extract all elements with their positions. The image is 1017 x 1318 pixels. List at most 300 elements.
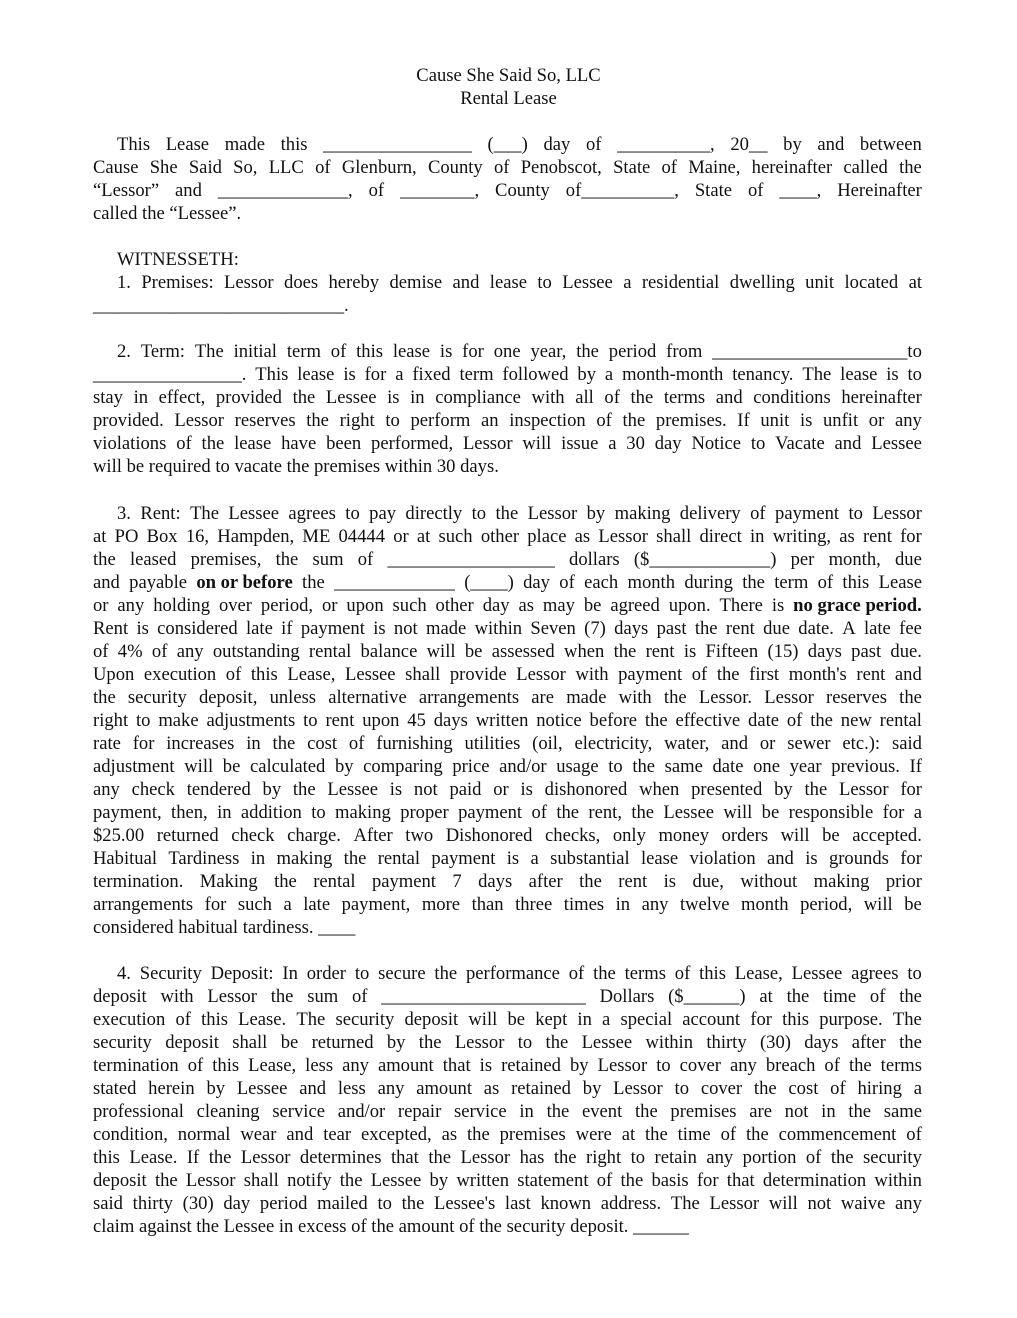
word: to [656, 1055, 671, 1076]
word: in [250, 848, 266, 869]
word: Lessee [871, 433, 922, 454]
word: such [438, 526, 473, 547]
word: are [749, 1101, 772, 1122]
word: said [891, 733, 922, 754]
rent-line [93, 686, 922, 709]
rent-line [93, 594, 922, 617]
word: arrangements [418, 687, 520, 708]
word: service [454, 1101, 507, 1122]
word: term [774, 572, 809, 593]
word: The [296, 1009, 326, 1030]
word: grounds [828, 848, 889, 869]
word: Lessor [185, 1170, 236, 1191]
word: year [789, 756, 822, 777]
word: of [357, 549, 374, 570]
word: is [373, 618, 386, 639]
deposit-line [93, 1123, 922, 1146]
word: After [353, 825, 393, 846]
word: 45 [407, 710, 426, 731]
word: the [576, 341, 599, 362]
word: of__________, [565, 180, 679, 201]
word: more [421, 894, 461, 915]
word: this [250, 664, 278, 685]
word: of [661, 157, 677, 178]
term-line [93, 386, 922, 409]
word: or [493, 779, 509, 800]
word: not [784, 1101, 809, 1122]
word: the [274, 871, 297, 892]
word: violations [93, 433, 167, 454]
word: (30) [182, 1193, 214, 1214]
term-line [93, 363, 922, 386]
word: Lessee [228, 503, 279, 524]
word: at [93, 526, 107, 547]
word: time [823, 986, 857, 1007]
word: returned [311, 1032, 374, 1053]
word: rental [377, 848, 421, 869]
word: proper [400, 802, 449, 823]
word: day [482, 595, 510, 616]
word: by [206, 1078, 226, 1099]
word: within [645, 1032, 694, 1053]
word: of [596, 410, 612, 431]
word: security [127, 687, 187, 708]
word: is [479, 1055, 493, 1076]
word: writing, [772, 526, 832, 547]
word: Lessee [562, 272, 613, 293]
word: or [759, 733, 776, 754]
word: a [623, 272, 632, 293]
word: order [306, 963, 346, 984]
word: excepted, [360, 1124, 432, 1145]
word: Lessor [462, 433, 513, 454]
word: before [589, 710, 638, 731]
word: rate [93, 733, 121, 754]
word: 3. [117, 503, 131, 524]
company-name: Cause She Said So, LLC [416, 65, 601, 86]
word: for [900, 526, 922, 547]
word: premises [499, 1124, 566, 1145]
word: paid [449, 779, 482, 800]
word: to [385, 410, 400, 431]
word: to [848, 503, 863, 524]
word: _____________________to [712, 341, 922, 362]
word: Lessee [663, 802, 714, 823]
word: the [804, 779, 828, 800]
word: security [863, 1147, 922, 1168]
word: breach [765, 1055, 816, 1076]
word: and [721, 733, 749, 754]
word: 20__ [730, 134, 768, 155]
word: increases [166, 733, 235, 754]
word: of [330, 341, 347, 362]
word: for [132, 733, 155, 754]
word: address. [600, 1193, 662, 1214]
word: this [699, 963, 726, 984]
word: A [842, 618, 856, 639]
word: month-month [622, 364, 724, 385]
rent-line [93, 732, 922, 755]
word: reserves [234, 410, 296, 431]
word: of [906, 1124, 922, 1145]
word: sum [312, 549, 344, 570]
word: special [620, 1009, 673, 1030]
word: (15) [767, 641, 799, 662]
word: The [670, 1193, 700, 1214]
word: new [840, 710, 872, 731]
word: ($______) [668, 986, 746, 1007]
word: of [493, 157, 510, 178]
word: a [608, 433, 617, 454]
word: payment [371, 871, 436, 892]
word: rent [618, 871, 648, 892]
term-line [93, 432, 922, 455]
word: ME [302, 526, 331, 547]
word: lease [234, 433, 272, 454]
word: check [231, 825, 275, 846]
word: prior [885, 871, 922, 892]
word: to [907, 364, 922, 385]
rent-line [93, 824, 922, 847]
word: County [495, 180, 550, 201]
word: period, [260, 595, 314, 616]
word: within [874, 1170, 922, 1191]
word: this [782, 1009, 810, 1030]
word: a [604, 364, 614, 385]
word: Lessor [872, 503, 922, 524]
word: the [302, 572, 325, 593]
word: hereby [328, 272, 380, 293]
word: with [531, 387, 565, 408]
word: does [284, 272, 319, 293]
word: security [335, 1009, 395, 1030]
word: shall [405, 664, 441, 685]
word: agrees [851, 963, 899, 984]
word: is [805, 848, 818, 869]
word: Lessor [838, 779, 889, 800]
word: retain [654, 1147, 697, 1168]
word: dollars [569, 549, 620, 570]
deposit-line [93, 1008, 922, 1031]
word: by [577, 364, 597, 385]
intro-line [93, 179, 922, 202]
word: is [389, 779, 403, 800]
word: written [475, 710, 529, 731]
word: the [810, 710, 833, 731]
word: that [726, 1170, 755, 1191]
word: first [749, 664, 780, 685]
word: service [272, 1101, 325, 1122]
word: initial [233, 341, 277, 362]
word: furnishing [376, 733, 453, 754]
word: the [553, 1147, 577, 1168]
word: a [283, 894, 292, 915]
word: upon. [668, 595, 711, 616]
word: Vacate [775, 433, 825, 454]
word: date. [798, 618, 834, 639]
word: State [694, 180, 733, 201]
deposit-last-line: claim against the Lessee in excess of the amount of the security deposit. ______ [93, 1216, 689, 1237]
word: professional [93, 1101, 184, 1122]
word: for [364, 364, 387, 385]
word: by [429, 1170, 449, 1191]
word: Premises: [141, 272, 214, 293]
word: by [262, 779, 282, 800]
word: as [518, 595, 534, 616]
word: Making [199, 871, 258, 892]
word: at [416, 526, 431, 547]
rent-line [93, 709, 922, 732]
word: days [478, 871, 513, 892]
word: Lessee [791, 963, 843, 984]
word: sum [307, 986, 339, 1007]
word: for [750, 1009, 772, 1030]
word: less [337, 1078, 366, 1099]
word: terms [663, 387, 706, 408]
word: the [622, 410, 646, 431]
word: made [425, 618, 467, 639]
word: each [584, 572, 619, 593]
word: thirty [706, 1032, 747, 1053]
word: payment [431, 848, 496, 869]
word: all [575, 387, 594, 408]
word: or [93, 595, 109, 616]
word: of [786, 710, 803, 731]
rent-line [93, 617, 922, 640]
word: and/or [499, 756, 547, 777]
word: to [750, 433, 766, 454]
word: as [441, 1124, 458, 1145]
word: times [563, 894, 605, 915]
word: one [493, 341, 521, 362]
word: residential [641, 272, 720, 293]
rent-line [117, 502, 922, 525]
word: Lessor [460, 1147, 511, 1168]
word: lease [297, 364, 335, 385]
word: for [900, 848, 922, 869]
word: and [299, 1078, 327, 1099]
word: any [93, 779, 120, 800]
word: rent [645, 641, 675, 662]
word: days [614, 618, 649, 639]
word: to [354, 963, 370, 984]
word: a [913, 1078, 922, 1099]
word: Lessor [516, 664, 566, 685]
word: If [909, 756, 922, 777]
word: (____) [464, 572, 514, 593]
document-title: Rental Lease [460, 88, 557, 109]
word: perform [410, 410, 471, 431]
word: __________________ [387, 549, 555, 570]
word: as [483, 1078, 500, 1099]
word: ________________. [93, 364, 247, 385]
word: the [848, 1101, 872, 1122]
word: Lessor [764, 687, 814, 708]
word: in [519, 1101, 534, 1122]
word: Box [146, 526, 178, 547]
word: dishonored [544, 779, 628, 800]
word: rent, [588, 802, 622, 823]
word: of [830, 1078, 846, 1099]
word: to [537, 272, 552, 293]
word: security [93, 1032, 152, 1053]
word: Term: [140, 341, 185, 362]
word: known [540, 1193, 592, 1214]
word: Tardiness [168, 848, 240, 869]
word: deposit [404, 1009, 459, 1030]
word: day [654, 433, 682, 454]
word: event [582, 1101, 623, 1122]
word: calculated [249, 756, 326, 777]
deposit-line [93, 1077, 922, 1100]
word: of [674, 963, 691, 984]
word: if [281, 618, 293, 639]
word: cost [307, 733, 338, 754]
word: is [663, 871, 677, 892]
word: to [135, 710, 151, 731]
word: and [93, 572, 120, 593]
word: LLC [268, 157, 304, 178]
word: Lease. [238, 1009, 287, 1030]
word: called [843, 157, 888, 178]
word: lease [840, 364, 878, 385]
word: day [543, 134, 571, 155]
word: water, [664, 733, 710, 754]
word: rent [862, 526, 892, 547]
word: as [839, 526, 855, 547]
word: the [343, 848, 367, 869]
word: leased [129, 549, 177, 570]
word: the [467, 1124, 490, 1145]
word: this [201, 1009, 228, 1030]
word: time [677, 1124, 711, 1145]
word: by [774, 779, 793, 800]
word: when [639, 779, 680, 800]
intro-line [117, 133, 922, 156]
word: month's [788, 664, 847, 685]
word: Hereinafter [837, 180, 922, 201]
word: or [322, 595, 338, 616]
word: payment [458, 802, 523, 823]
word: in [615, 894, 631, 915]
word: is [506, 848, 520, 869]
word: late [863, 618, 891, 639]
word: Lessor [174, 410, 224, 431]
deposit-line [93, 1100, 922, 1123]
word: agrees [288, 503, 336, 524]
word: orders [721, 825, 769, 846]
word: when [564, 641, 605, 662]
word: determines [299, 1147, 382, 1168]
word: Notice [691, 433, 741, 454]
word: 30 [626, 433, 645, 454]
word: any [176, 641, 204, 662]
word: Lease. [129, 1147, 178, 1168]
word: has [519, 1147, 545, 1168]
word: hereinafter [751, 157, 833, 178]
word: check [131, 779, 175, 800]
word: due [763, 618, 790, 639]
word: Lessee's [434, 1193, 496, 1214]
word: amount [377, 1055, 434, 1076]
word: during [684, 572, 733, 593]
word: of [747, 180, 764, 201]
word: retained [511, 1078, 571, 1099]
word: In [282, 963, 298, 984]
word: returned [156, 825, 219, 846]
word: compliance [435, 387, 521, 408]
word: the [201, 433, 225, 454]
word: accepted. [852, 825, 922, 846]
word: the [753, 1078, 777, 1099]
word: effect, [158, 387, 206, 408]
word: will [768, 1193, 798, 1214]
word: the [634, 1101, 658, 1122]
word: Deposit: [210, 963, 274, 984]
word: late [303, 894, 331, 915]
word: days [807, 641, 842, 662]
word: Cause [93, 157, 139, 178]
word: a [913, 802, 922, 823]
word: charge. [287, 825, 341, 846]
word: adjustments [206, 710, 296, 731]
word: violation [689, 848, 756, 869]
word: stated [93, 1078, 137, 1099]
word: the [93, 687, 116, 708]
word: and [766, 848, 794, 869]
word: lease [392, 341, 431, 362]
word: The [190, 503, 219, 524]
word: pay [369, 503, 397, 524]
word: and [817, 134, 845, 155]
word: said [93, 1193, 123, 1214]
word: electricity, [574, 733, 653, 754]
word: unless [269, 687, 317, 708]
word: dwelling [729, 272, 795, 293]
word: than [471, 894, 504, 915]
word: by [569, 1055, 589, 1076]
word: premises. [655, 410, 727, 431]
word: deposit [165, 1032, 219, 1053]
word: the [694, 618, 718, 639]
word: fee [899, 618, 922, 639]
word: will [184, 756, 214, 777]
word: Lessor [207, 986, 257, 1007]
deposit-line [93, 1054, 922, 1077]
word: County [427, 157, 483, 178]
word: notice [536, 710, 582, 731]
word: considered [157, 618, 238, 639]
word: an [481, 410, 499, 431]
word: of [187, 1055, 204, 1076]
word: are [531, 687, 554, 708]
word: usage [556, 756, 599, 777]
word: unit [760, 410, 790, 431]
word: holding [153, 595, 211, 616]
word: month [627, 572, 676, 593]
word: the [306, 410, 329, 431]
word: performance [465, 963, 560, 984]
word: the [93, 549, 116, 570]
word: two [405, 825, 434, 846]
word: will [426, 641, 456, 662]
deposit-line [93, 1192, 922, 1215]
word: in [133, 387, 149, 408]
word: balance [360, 641, 418, 662]
word: past [851, 641, 882, 662]
word: The [194, 341, 224, 362]
word: checks, [545, 825, 601, 846]
